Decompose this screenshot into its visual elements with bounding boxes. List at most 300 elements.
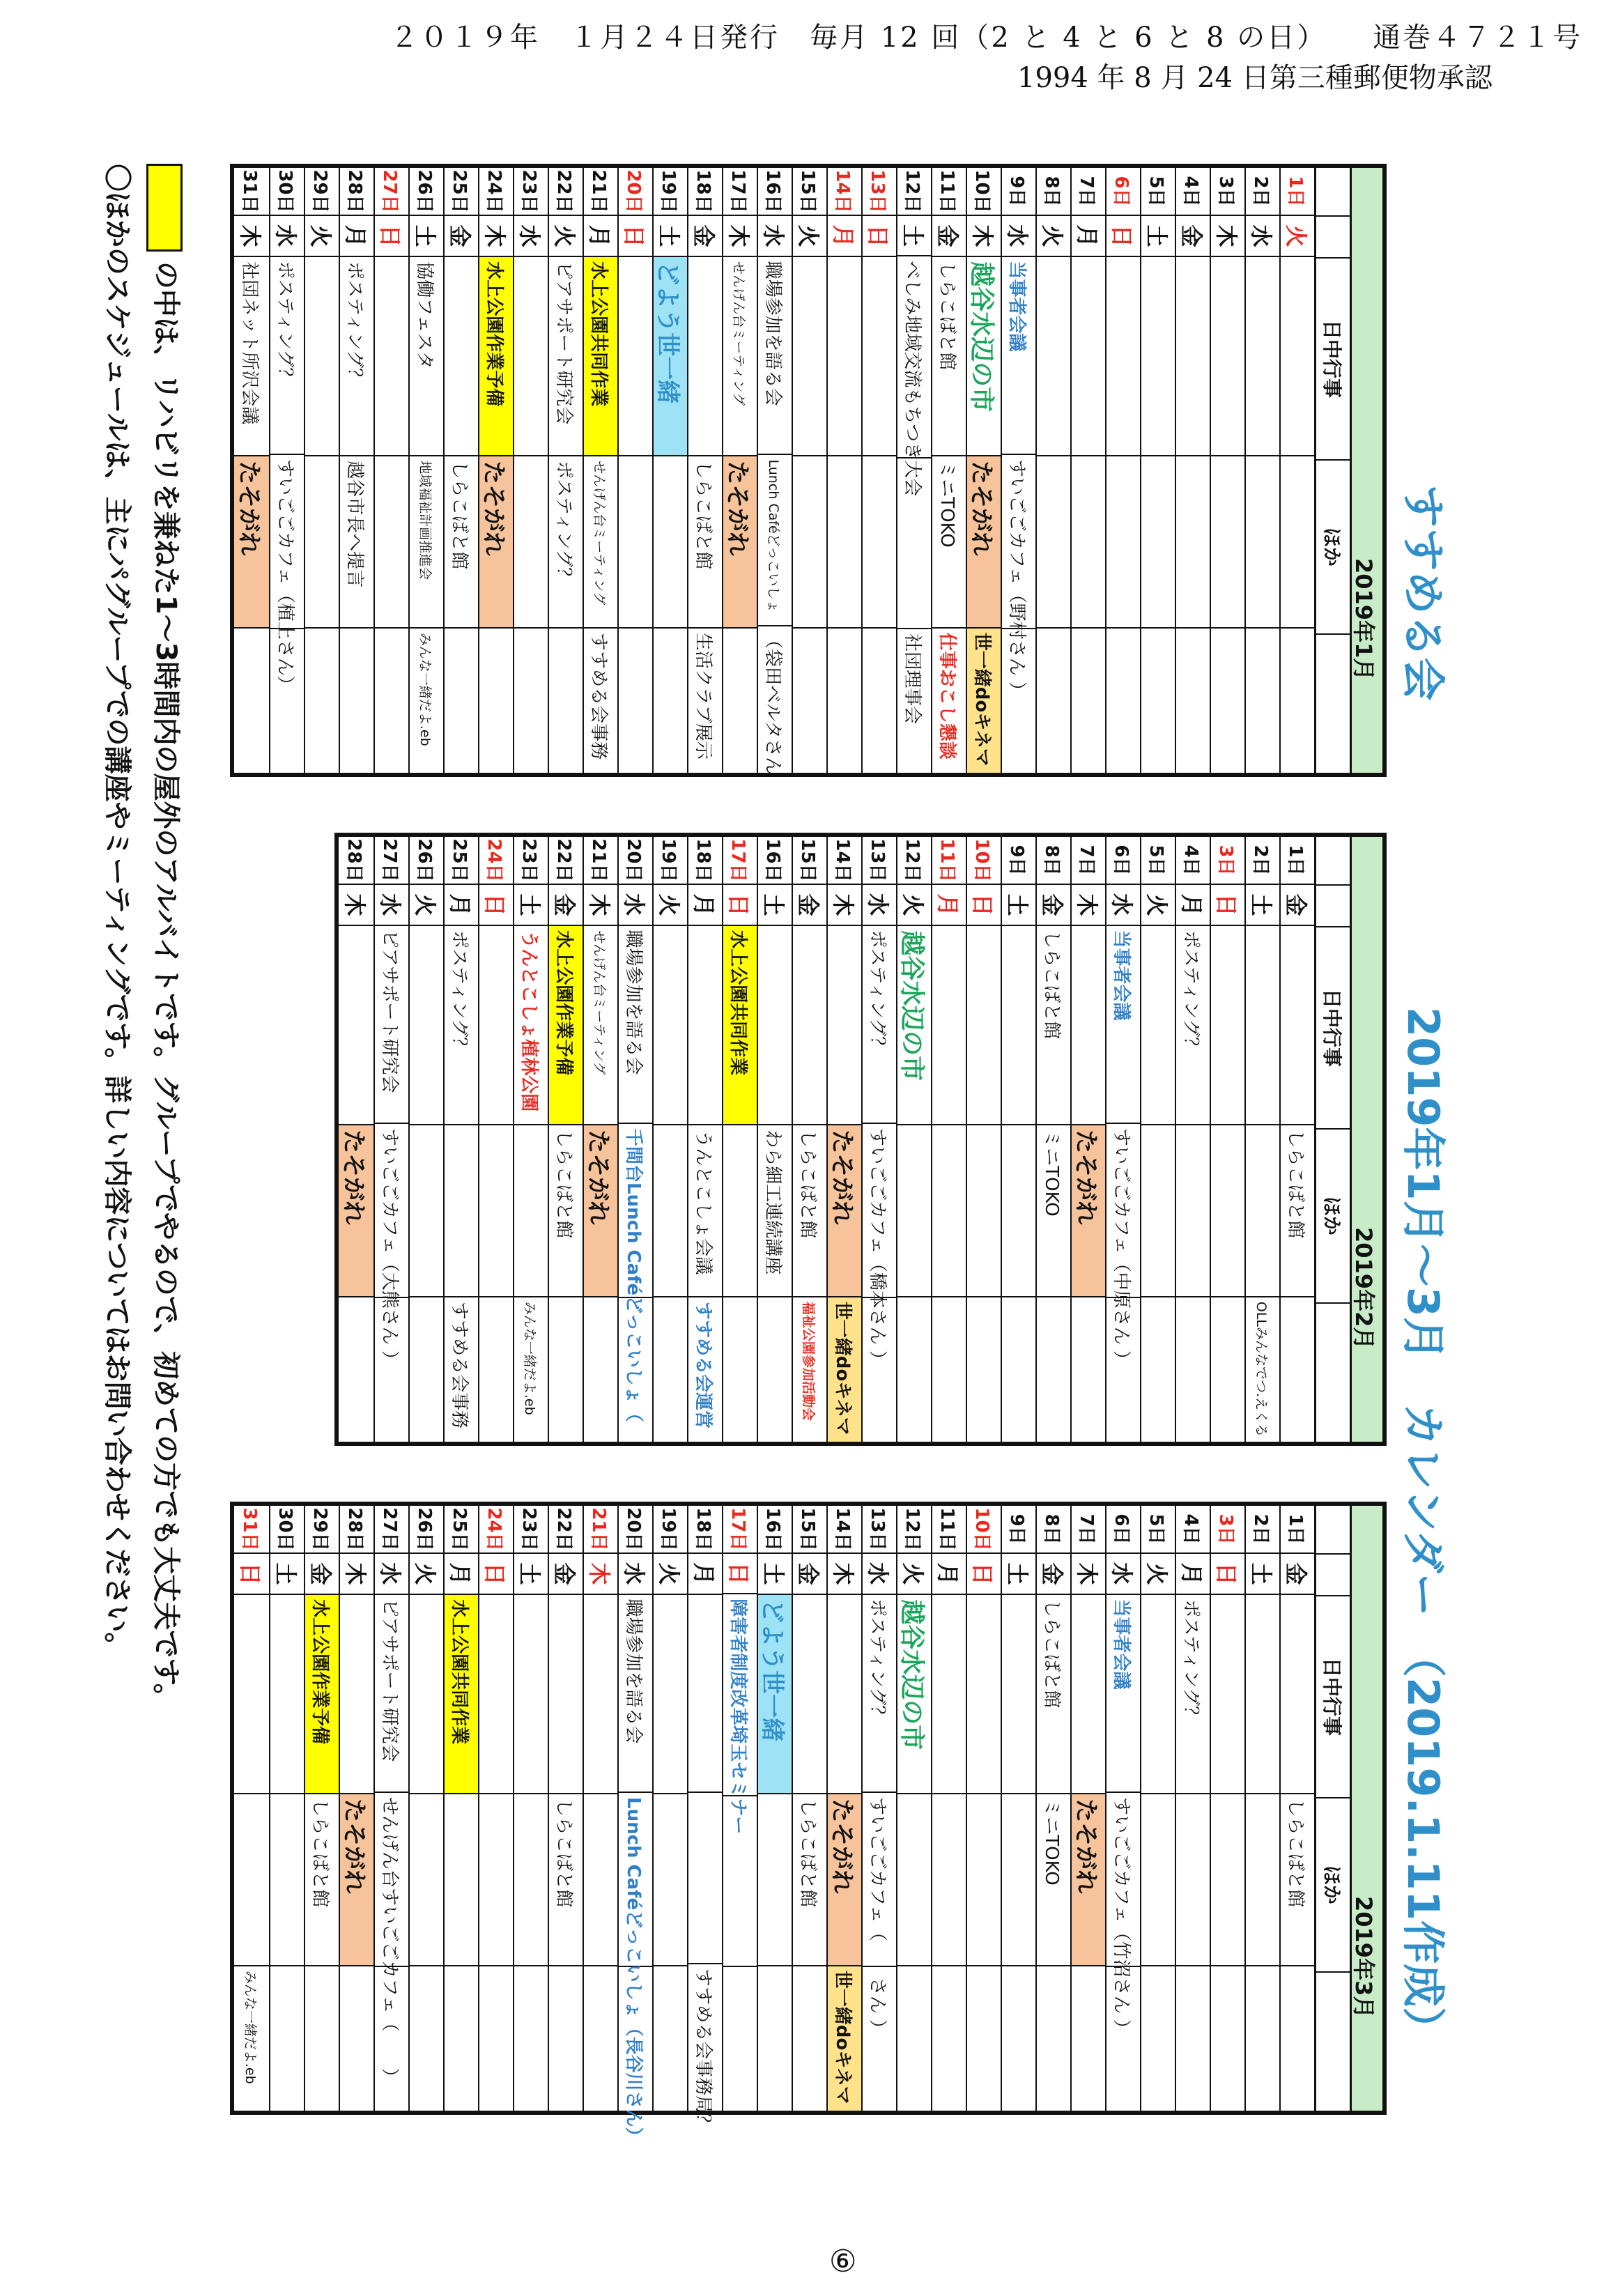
main-event-cell bbox=[1072, 257, 1105, 456]
weekday-cell: 月 bbox=[688, 885, 722, 926]
extra-event-cell bbox=[793, 629, 826, 773]
weekday-cell: 水 bbox=[514, 216, 548, 257]
extra-event-cell bbox=[375, 629, 408, 773]
other-event-cell: たそがれ bbox=[723, 456, 757, 629]
day-cell: 28日 bbox=[340, 168, 373, 216]
other-event-cell bbox=[1211, 1794, 1244, 1966]
calendar-row bbox=[304, 168, 339, 773]
month-table-february bbox=[334, 833, 1387, 1446]
other-event-cell bbox=[1246, 1794, 1279, 1966]
other-event-cell: わら細工連続講座 bbox=[758, 1125, 792, 1297]
day-cell: 12日 bbox=[897, 1506, 931, 1554]
weekday-cell: 火 bbox=[410, 885, 443, 926]
main-event-cell bbox=[1211, 1595, 1244, 1794]
column-header bbox=[1316, 168, 1350, 217]
weekday-cell: 月 bbox=[932, 1554, 966, 1595]
extra-event-cell bbox=[1176, 1966, 1210, 2111]
calendar-row bbox=[826, 168, 861, 773]
weekday-cell: 火 bbox=[410, 1554, 443, 1595]
main-event-cell bbox=[339, 926, 373, 1125]
extra-event-cell bbox=[1002, 1966, 1035, 2111]
weekday-cell: 金 bbox=[549, 885, 583, 926]
weekday-cell: 金 bbox=[688, 216, 722, 257]
other-event-cell: Lunch Caféどっこいしょ（長谷川さん） bbox=[619, 1793, 652, 1967]
other-event-cell: たそがれ bbox=[340, 1794, 373, 1966]
extra-event-cell bbox=[1246, 629, 1279, 773]
main-event-cell: 越谷水辺の市 bbox=[897, 926, 931, 1125]
main-event-cell: せんげん台ミーティング bbox=[723, 257, 757, 456]
other-event-cell: ポスティング？ bbox=[549, 456, 583, 629]
extra-event-cell: 福祉公園参加活動会 bbox=[801, 1301, 817, 1421]
day-cell: 6日 bbox=[1106, 1506, 1140, 1554]
extra-event-cell: みんな一緒だよ.eb bbox=[522, 1301, 538, 1415]
main-event-cell: 水上公園共同作業 bbox=[723, 926, 757, 1125]
main-event-cell bbox=[793, 1595, 826, 1794]
column-header-row bbox=[1314, 1506, 1350, 2111]
month-header bbox=[1350, 168, 1382, 773]
month-label: 2019年2月 bbox=[1350, 1227, 1377, 1350]
other-event-cell: すいごごカフェ（植上さん） bbox=[270, 455, 304, 629]
legend-text-1: の中は、リハビリを兼ねた1～3時間内の屋外のアルバイトです。グループでやるので、初めての方でも大丈夫です。 bbox=[150, 261, 182, 1711]
main-event-cell bbox=[1141, 1595, 1175, 1794]
calendar-row bbox=[1105, 837, 1140, 1442]
weekday-cell: 水 bbox=[758, 216, 792, 257]
other-event-cell: すいごごカフェ（ さん ） bbox=[863, 1793, 896, 1967]
day-cell: 16日 bbox=[758, 837, 792, 885]
other-event-cell bbox=[305, 456, 339, 629]
day-cell: 25日 bbox=[445, 168, 478, 216]
weekday-cell: 日 bbox=[619, 216, 652, 257]
weekday-cell: 土 bbox=[1002, 1554, 1035, 1595]
other-event-cell: たそがれ bbox=[1072, 1125, 1105, 1297]
day-cell: 14日 bbox=[828, 168, 861, 216]
extra-event-cell: 生活クラブ展示 bbox=[693, 632, 714, 760]
calendar-row bbox=[861, 1506, 896, 2111]
day-cell: 24日 bbox=[479, 168, 513, 216]
calendar-row bbox=[513, 168, 548, 773]
weekday-cell: 金 bbox=[1281, 1554, 1314, 1595]
extra-event-cell bbox=[1002, 629, 1035, 773]
column-header-row bbox=[1314, 837, 1350, 1442]
calendar-row bbox=[1210, 168, 1244, 773]
extra-event-cell bbox=[723, 1967, 757, 2111]
weekday-cell: 土 bbox=[758, 1554, 792, 1595]
other-event-cell: しらこばと館 bbox=[305, 1794, 339, 1966]
main-event-cell bbox=[1072, 926, 1105, 1125]
calendar-row bbox=[1244, 837, 1279, 1442]
weekday-cell: 金 bbox=[445, 216, 478, 257]
other-event-cell: たそがれ bbox=[234, 456, 269, 629]
extra-event-cell bbox=[305, 629, 339, 773]
calendar-row bbox=[1279, 1506, 1314, 2111]
extra-event-cell bbox=[863, 629, 896, 773]
other-event-cell bbox=[375, 456, 408, 629]
main-event-cell: 当事者会議 bbox=[1106, 926, 1140, 1124]
main-event-cell bbox=[828, 1595, 861, 1794]
main-event-cell bbox=[688, 926, 722, 1125]
weekday-cell: 火 bbox=[305, 216, 339, 257]
main-event-cell bbox=[654, 926, 687, 1125]
extra-event-cell bbox=[1211, 1966, 1244, 2111]
day-cell: 2日 bbox=[1246, 168, 1279, 216]
calendar-row bbox=[1140, 168, 1175, 773]
day-cell: 4日 bbox=[1176, 837, 1210, 885]
weekday-cell: 木 bbox=[479, 216, 513, 257]
other-event-cell bbox=[688, 1793, 722, 1964]
day-cell: 15日 bbox=[793, 837, 826, 885]
main-event-cell bbox=[828, 926, 861, 1125]
main-event-cell: ピアサポート研究会 bbox=[549, 257, 583, 456]
other-event-cell: ミニTOKO bbox=[932, 456, 966, 629]
extra-event-cell bbox=[863, 1298, 896, 1442]
day-cell: 22日 bbox=[549, 1506, 583, 1554]
main-event-cell: 職場参加を語る会 bbox=[619, 1595, 652, 1793]
extra-event-cell bbox=[1037, 1966, 1070, 2111]
other-event-cell bbox=[445, 1794, 478, 1966]
other-event-cell bbox=[410, 1794, 443, 1966]
day-cell: 30日 bbox=[270, 168, 304, 216]
extra-event-cell: 仕事おこし懇談 bbox=[936, 632, 958, 760]
calendar-row bbox=[1175, 168, 1210, 773]
weekday-cell: 土 bbox=[1141, 216, 1175, 257]
weekday-cell: 月 bbox=[340, 216, 373, 257]
calendar-row bbox=[617, 837, 652, 1442]
weekday-cell: 土 bbox=[270, 1554, 304, 1595]
calendar-row bbox=[339, 1506, 373, 2111]
rotated-calendar-page bbox=[42, 136, 1463, 2296]
day-cell: 26日 bbox=[410, 837, 443, 885]
weekday-cell: 土 bbox=[897, 216, 931, 257]
day-cell: 14日 bbox=[828, 837, 861, 885]
other-event-cell bbox=[514, 456, 548, 629]
extra-event-cell bbox=[340, 1966, 373, 2111]
other-event-cell bbox=[234, 1794, 269, 1966]
main-event-cell: 協働フェスタ bbox=[410, 257, 443, 456]
weekday-cell: 日 bbox=[723, 885, 757, 926]
weekday-cell: 月 bbox=[688, 1554, 722, 1595]
calendar-row bbox=[652, 837, 687, 1442]
extra-event-cell bbox=[828, 629, 861, 773]
day-cell: 3日 bbox=[1211, 1506, 1244, 1554]
other-event-cell: たそがれ bbox=[479, 456, 513, 629]
other-event-cell bbox=[1176, 1794, 1210, 1966]
extra-event-cell bbox=[1037, 629, 1070, 773]
other-event-cell bbox=[897, 1794, 931, 1966]
calendar-row bbox=[757, 837, 792, 1442]
main-event-cell bbox=[1141, 926, 1175, 1125]
other-event-cell bbox=[1072, 456, 1105, 629]
extra-event-cell bbox=[479, 1966, 513, 2111]
day-cell: 7日 bbox=[1072, 1506, 1105, 1554]
weekday-cell: 木 bbox=[584, 1554, 617, 1595]
calendar-row bbox=[548, 1506, 583, 2111]
calendar-row bbox=[1244, 1506, 1279, 2111]
other-event-cell bbox=[793, 456, 826, 629]
weekday-cell: 月 bbox=[1176, 885, 1210, 926]
calendar-row bbox=[583, 1506, 617, 2111]
calendar-row bbox=[792, 837, 826, 1442]
day-cell: 20日 bbox=[619, 168, 652, 216]
extra-event-cell bbox=[932, 1966, 966, 2111]
other-event-cell: しらこばと館 bbox=[549, 1794, 583, 1966]
main-event-cell: 水上公園共同作業 bbox=[584, 257, 617, 456]
day-cell: 18日 bbox=[688, 1506, 722, 1554]
day-cell: 4日 bbox=[1176, 1506, 1210, 1554]
extra-event-cell: みんな一緒だよ.eb bbox=[242, 1970, 259, 2084]
main-event-cell bbox=[758, 926, 792, 1125]
main-event-cell bbox=[1141, 257, 1175, 456]
calendar-row bbox=[1175, 837, 1210, 1442]
calendar-row bbox=[687, 168, 722, 773]
day-cell: 20日 bbox=[619, 837, 652, 885]
calendar-row bbox=[339, 168, 373, 773]
extra-event-cell: すすめる会運営 bbox=[693, 1301, 714, 1429]
main-event-cell: 障害者制度改革埼玉セミナー bbox=[723, 1594, 757, 1796]
day-cell: 6日 bbox=[1106, 837, 1140, 885]
main-event-cell: 水上公園共同作業 bbox=[445, 1595, 478, 1794]
extra-event-cell: OLLみんなでつ.えくる bbox=[1254, 1301, 1270, 1438]
weekday-cell: 水 bbox=[619, 1554, 652, 1595]
other-event-cell: 千間台Lunch Caféどっこいしょ（ bbox=[619, 1124, 652, 1298]
extra-event-cell bbox=[445, 1966, 478, 2111]
extra-event-cell bbox=[863, 1967, 896, 2111]
weekday-cell: 火 bbox=[654, 1554, 687, 1595]
weekday-cell: 金 bbox=[549, 1554, 583, 1595]
day-cell: 15日 bbox=[793, 168, 826, 216]
weekday-cell: 月 bbox=[932, 885, 966, 926]
weekday-cell: 水 bbox=[619, 885, 652, 926]
day-cell: 31日 bbox=[234, 1506, 269, 1554]
calendar-row bbox=[826, 1506, 861, 2111]
calendar-row bbox=[861, 168, 896, 773]
main-event-cell bbox=[828, 257, 861, 456]
other-event-cell: すいごごカフェ（竹沼さん ） bbox=[1106, 1793, 1140, 1967]
extra-event-cell: みんな一緒だよ.eb bbox=[417, 632, 433, 746]
column-header: ほか bbox=[1316, 1798, 1350, 1973]
calendar-row bbox=[583, 168, 617, 773]
other-event-cell bbox=[654, 1794, 687, 1966]
weekday-cell: 水 bbox=[1002, 216, 1035, 257]
day-cell: 3日 bbox=[1211, 168, 1244, 216]
other-event-cell bbox=[445, 1125, 478, 1297]
other-event-cell bbox=[1211, 1125, 1244, 1297]
main-event-cell bbox=[410, 926, 443, 1125]
extra-event-cell bbox=[654, 1297, 687, 1442]
other-event-cell: ミニTOKO bbox=[1037, 1125, 1070, 1297]
extra-event-cell bbox=[375, 1967, 408, 2111]
main-event-cell: べしみ地域交流もちつき大会 bbox=[897, 256, 931, 459]
other-event-cell: ミニTOKO bbox=[1037, 1794, 1070, 1966]
calendar-row bbox=[1070, 168, 1105, 773]
day-cell: 11日 bbox=[932, 168, 966, 216]
other-event-cell: しらこばと館 bbox=[445, 456, 478, 629]
other-event-cell bbox=[863, 456, 896, 629]
day-cell: 9日 bbox=[1002, 837, 1035, 885]
calendar-row bbox=[339, 837, 373, 1442]
day-cell: 5日 bbox=[1141, 1506, 1175, 1554]
calendar-row bbox=[548, 168, 583, 773]
calendar-row bbox=[1244, 168, 1279, 773]
calendar-row bbox=[443, 1506, 478, 2111]
extra-event-cell bbox=[967, 1966, 1001, 2111]
calendar-row bbox=[304, 1506, 339, 2111]
other-event-cell bbox=[654, 456, 687, 629]
calendar-row bbox=[443, 168, 478, 773]
other-event-cell bbox=[932, 1794, 966, 1966]
extra-event-cell bbox=[1141, 629, 1175, 773]
weekday-cell: 木 bbox=[340, 1554, 373, 1595]
column-header-row bbox=[1314, 168, 1350, 773]
day-cell: 1日 bbox=[1281, 168, 1314, 216]
extra-event-cell bbox=[1176, 1297, 1210, 1442]
weekday-cell: 土 bbox=[410, 216, 443, 257]
weekday-cell: 木 bbox=[234, 216, 269, 257]
weekday-cell: 日 bbox=[863, 216, 896, 257]
main-event-cell bbox=[1281, 1595, 1314, 1794]
calendar-row bbox=[687, 1506, 722, 2132]
main-event-cell bbox=[654, 1595, 687, 1794]
weekday-cell: 日 bbox=[234, 1554, 269, 1595]
weekday-cell: 木 bbox=[1072, 885, 1105, 926]
calendar-row bbox=[513, 837, 548, 1442]
month-table-january bbox=[230, 164, 1387, 777]
day-cell: 25日 bbox=[445, 837, 478, 885]
day-cell: 18日 bbox=[688, 837, 722, 885]
main-event-cell: しらこばと館 bbox=[1037, 1595, 1070, 1794]
other-event-cell bbox=[967, 1794, 1001, 1966]
main-event-cell: 当事者会議 bbox=[1002, 257, 1035, 455]
weekday-cell: 水 bbox=[863, 1554, 896, 1595]
column-header bbox=[1316, 886, 1350, 927]
extra-event-cell: 世一緒doキネマ bbox=[828, 1966, 861, 2111]
column-header bbox=[1316, 1555, 1350, 1596]
yellow-swatch bbox=[146, 164, 183, 252]
weekday-cell: 水 bbox=[1246, 216, 1279, 257]
weekday-cell: 金 bbox=[1037, 885, 1070, 926]
month-label: 2019年3月 bbox=[1350, 1896, 1377, 2019]
header-postal-line: 1994 年 8 月 24 日第三種郵便物承認 bbox=[1017, 62, 1493, 94]
calendar-row bbox=[1035, 1506, 1070, 2111]
main-event-cell: ピアサポート研究会 bbox=[375, 1595, 408, 1793]
main-event-cell: 越谷水辺の市 bbox=[967, 257, 1001, 456]
extra-event-cell bbox=[1211, 1297, 1244, 1442]
day-cell: 28日 bbox=[340, 1506, 373, 1554]
calendar-row bbox=[931, 837, 966, 1442]
extra-event-cell bbox=[619, 1967, 652, 2111]
extra-event-cell bbox=[549, 629, 583, 773]
weekday-cell: 木 bbox=[339, 885, 373, 926]
weekday-cell: 水 bbox=[1106, 1554, 1140, 1595]
day-cell: 22日 bbox=[549, 168, 583, 216]
main-event-cell: ポスティング？ bbox=[1176, 926, 1210, 1125]
day-cell: 13日 bbox=[863, 837, 896, 885]
weekday-cell: 火 bbox=[1141, 1554, 1175, 1595]
extra-event-cell bbox=[619, 629, 652, 773]
day-cell: 23日 bbox=[514, 1506, 548, 1554]
other-event-cell: せんげん台ミーティング bbox=[584, 456, 617, 629]
day-cell: 16日 bbox=[758, 1506, 792, 1554]
other-event-cell: しらこばと館 bbox=[793, 1794, 826, 1966]
column-header bbox=[1316, 1973, 1350, 2111]
extra-event-cell bbox=[758, 1966, 792, 2111]
main-event-cell bbox=[1211, 926, 1244, 1125]
other-event-cell: たそがれ bbox=[339, 1125, 373, 1297]
day-cell: 31日 bbox=[234, 168, 269, 216]
extra-event-cell bbox=[479, 629, 513, 773]
main-event-cell: しらこばと館 bbox=[932, 257, 966, 456]
day-cell: 21日 bbox=[584, 1506, 617, 1554]
main-event-cell bbox=[1246, 1595, 1279, 1794]
extra-event-cell bbox=[897, 1297, 931, 1442]
extra-event-cell bbox=[654, 1966, 687, 2111]
weekday-cell: 金 bbox=[1176, 216, 1210, 257]
other-event-cell: Lunch Caféどっこいしょ bbox=[758, 455, 792, 626]
other-event-cell: 地域福祉計画推進会 bbox=[410, 456, 443, 629]
main-event-cell: ポスティング？ bbox=[340, 257, 373, 456]
weekday-cell: 日 bbox=[967, 1554, 1001, 1595]
weekday-cell: 水 bbox=[270, 216, 304, 257]
extra-event-cell bbox=[375, 1298, 408, 1442]
other-event-cell: たそがれ bbox=[584, 1125, 617, 1297]
main-event-cell bbox=[549, 1595, 583, 1794]
calendar-row bbox=[373, 168, 408, 773]
extra-event-cell bbox=[1072, 1297, 1105, 1442]
other-event-cell: たそがれ bbox=[1072, 1794, 1105, 1966]
calendar-row bbox=[617, 168, 652, 773]
day-cell: 17日 bbox=[723, 1506, 757, 1554]
day-cell: 21日 bbox=[584, 168, 617, 216]
day-cell: 26日 bbox=[410, 1506, 443, 1554]
day-cell: 20日 bbox=[619, 1506, 652, 1554]
day-cell: 11日 bbox=[932, 837, 966, 885]
month-header bbox=[1350, 1506, 1382, 2111]
day-cell: 12日 bbox=[897, 837, 931, 885]
main-event-cell: 越谷水辺の市 bbox=[897, 1595, 931, 1794]
extra-event-cell bbox=[897, 1966, 931, 2111]
calendar-row bbox=[1035, 837, 1070, 1442]
other-event-cell bbox=[723, 1125, 757, 1297]
extra-event-cell bbox=[410, 1966, 443, 2111]
main-event-cell: 水上公園作業予備 bbox=[479, 257, 513, 456]
calendar-row bbox=[513, 1506, 548, 2111]
calendar-row bbox=[792, 1506, 826, 2111]
weekday-cell: 土 bbox=[1246, 1554, 1279, 1595]
extra-event-cell bbox=[758, 1297, 792, 1442]
other-event-cell bbox=[514, 1125, 548, 1297]
other-event-cell bbox=[828, 456, 861, 629]
main-event-cell bbox=[1211, 257, 1244, 456]
other-event-cell bbox=[1141, 1794, 1175, 1966]
calendar-title bbox=[1398, 136, 1463, 2296]
calendar-row bbox=[478, 837, 513, 1442]
calendar-row bbox=[1105, 168, 1140, 773]
weekday-cell: 日 bbox=[967, 885, 1001, 926]
extra-event-cell: 社団理事会 bbox=[902, 633, 923, 725]
calendar-row bbox=[234, 168, 269, 773]
calendar-row bbox=[861, 837, 896, 1442]
weekday-cell: 日 bbox=[1211, 885, 1244, 926]
weekday-cell: 月 bbox=[828, 216, 861, 257]
main-event-cell: ポスティング？ bbox=[863, 1595, 896, 1793]
day-cell: 3日 bbox=[1211, 837, 1244, 885]
main-event-cell: 水上公園作業予備 bbox=[305, 1595, 339, 1794]
main-event-cell bbox=[619, 257, 652, 456]
day-cell: 21日 bbox=[584, 837, 617, 885]
day-cell: 29日 bbox=[305, 1506, 339, 1554]
weekday-cell: 月 bbox=[445, 885, 478, 926]
weekday-cell: 日 bbox=[723, 1554, 757, 1595]
main-event-cell bbox=[1281, 926, 1314, 1125]
